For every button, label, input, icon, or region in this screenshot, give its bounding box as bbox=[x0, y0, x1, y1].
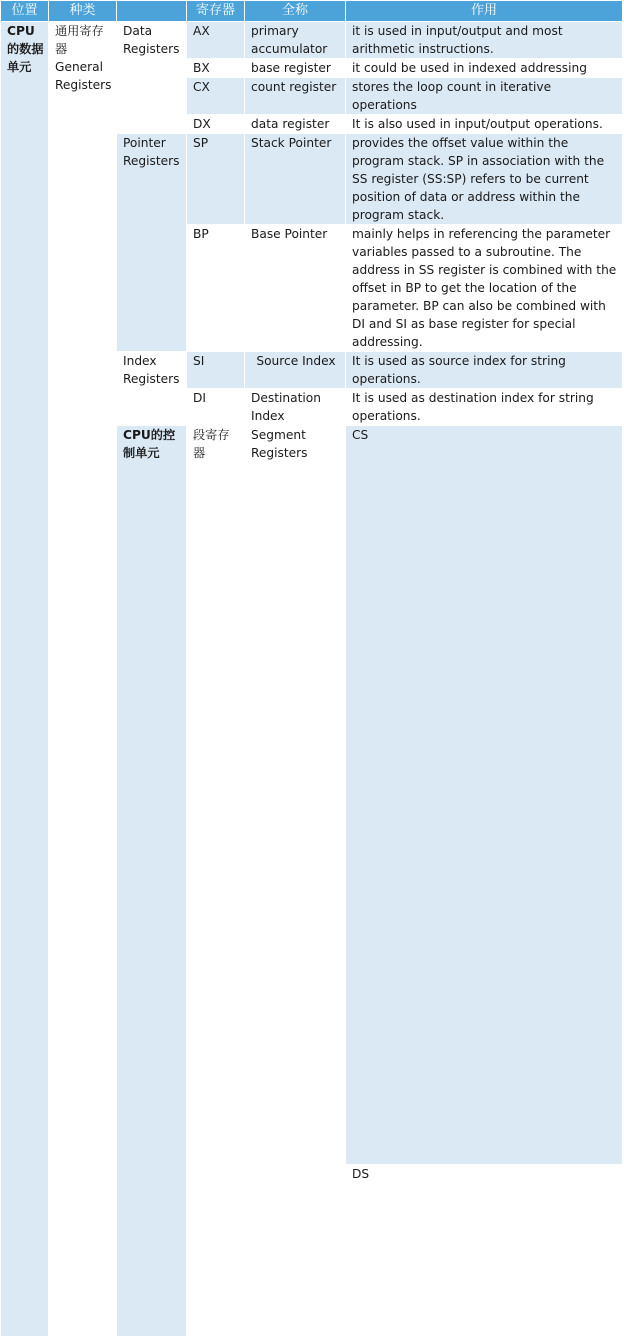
purpose-cell: It is also used in input/output operations. bbox=[346, 115, 623, 134]
group-cell: Data Registers bbox=[117, 22, 187, 134]
header-location: 位置 bbox=[1, 1, 49, 22]
full-name-cell: Destination Index bbox=[245, 389, 346, 426]
purpose-cell: stores the loop count in iterative operations bbox=[346, 78, 623, 115]
register-cell: BX bbox=[187, 59, 245, 78]
purpose-cell: it is used in input/output and most arithmetic instructions. bbox=[346, 22, 623, 59]
header-kind: 种类 bbox=[49, 1, 117, 22]
full-name-cell: primary accumulator bbox=[245, 22, 346, 59]
full-name-cell: Stack Pointer bbox=[245, 134, 346, 225]
full-name-cell: Source Index bbox=[245, 352, 346, 389]
location-cell: CPU的数据单元 bbox=[1, 22, 49, 1336]
purpose-cell: it could be used in indexed addressing bbox=[346, 59, 623, 78]
purpose-cell: It is used as destination index for string operations. bbox=[346, 389, 623, 426]
group-cell: Segment Registers bbox=[245, 426, 346, 1336]
purpose-cell: provides the offset value within the program stack. SP in association with the SS register (SS:SP) refers to be current position of data or address within the program stack. bbox=[346, 134, 623, 225]
register-cell: DX bbox=[187, 115, 245, 134]
register-cell: DI bbox=[187, 389, 245, 426]
group-cell: Index Registers bbox=[117, 352, 187, 426]
header-row bbox=[1, 1, 623, 22]
header-purpose: 作用 bbox=[346, 1, 623, 22]
register-cell: BP bbox=[187, 225, 245, 352]
header-register: 寄存器 bbox=[187, 1, 245, 22]
full-name-cell: base register bbox=[245, 59, 346, 78]
full-name-cell: data register bbox=[245, 115, 346, 134]
purpose-cell: It is used as source index for string operations. bbox=[346, 352, 623, 389]
table-row bbox=[1, 22, 623, 59]
register-cell: CX bbox=[187, 78, 245, 115]
purpose-cell: mainly helps in referencing the parameter variables passed to a subroutine. The address in SS register is combined with the offset in BP to get the location of the parameter. BP can also be combined with DI and SI as base register for special addressing. bbox=[346, 225, 623, 352]
kind-cell: 段寄存器 bbox=[187, 426, 245, 1336]
register-cell: CS bbox=[346, 426, 623, 1165]
header-full-name: 全称 bbox=[245, 1, 346, 22]
full-name-cell: Base Pointer bbox=[245, 225, 346, 352]
header-group bbox=[117, 1, 187, 22]
kind-cell: 通用寄存器 General Registers bbox=[49, 22, 117, 1336]
register-cell: SP bbox=[187, 134, 245, 225]
register-cell: AX bbox=[187, 22, 245, 59]
register-cell: SI bbox=[187, 352, 245, 389]
group-cell: Pointer Registers bbox=[117, 134, 187, 352]
register-cell: DS bbox=[346, 1165, 623, 1336]
location-cell: CPU的控制单元 bbox=[117, 426, 187, 1336]
full-name-cell: count register bbox=[245, 78, 346, 115]
